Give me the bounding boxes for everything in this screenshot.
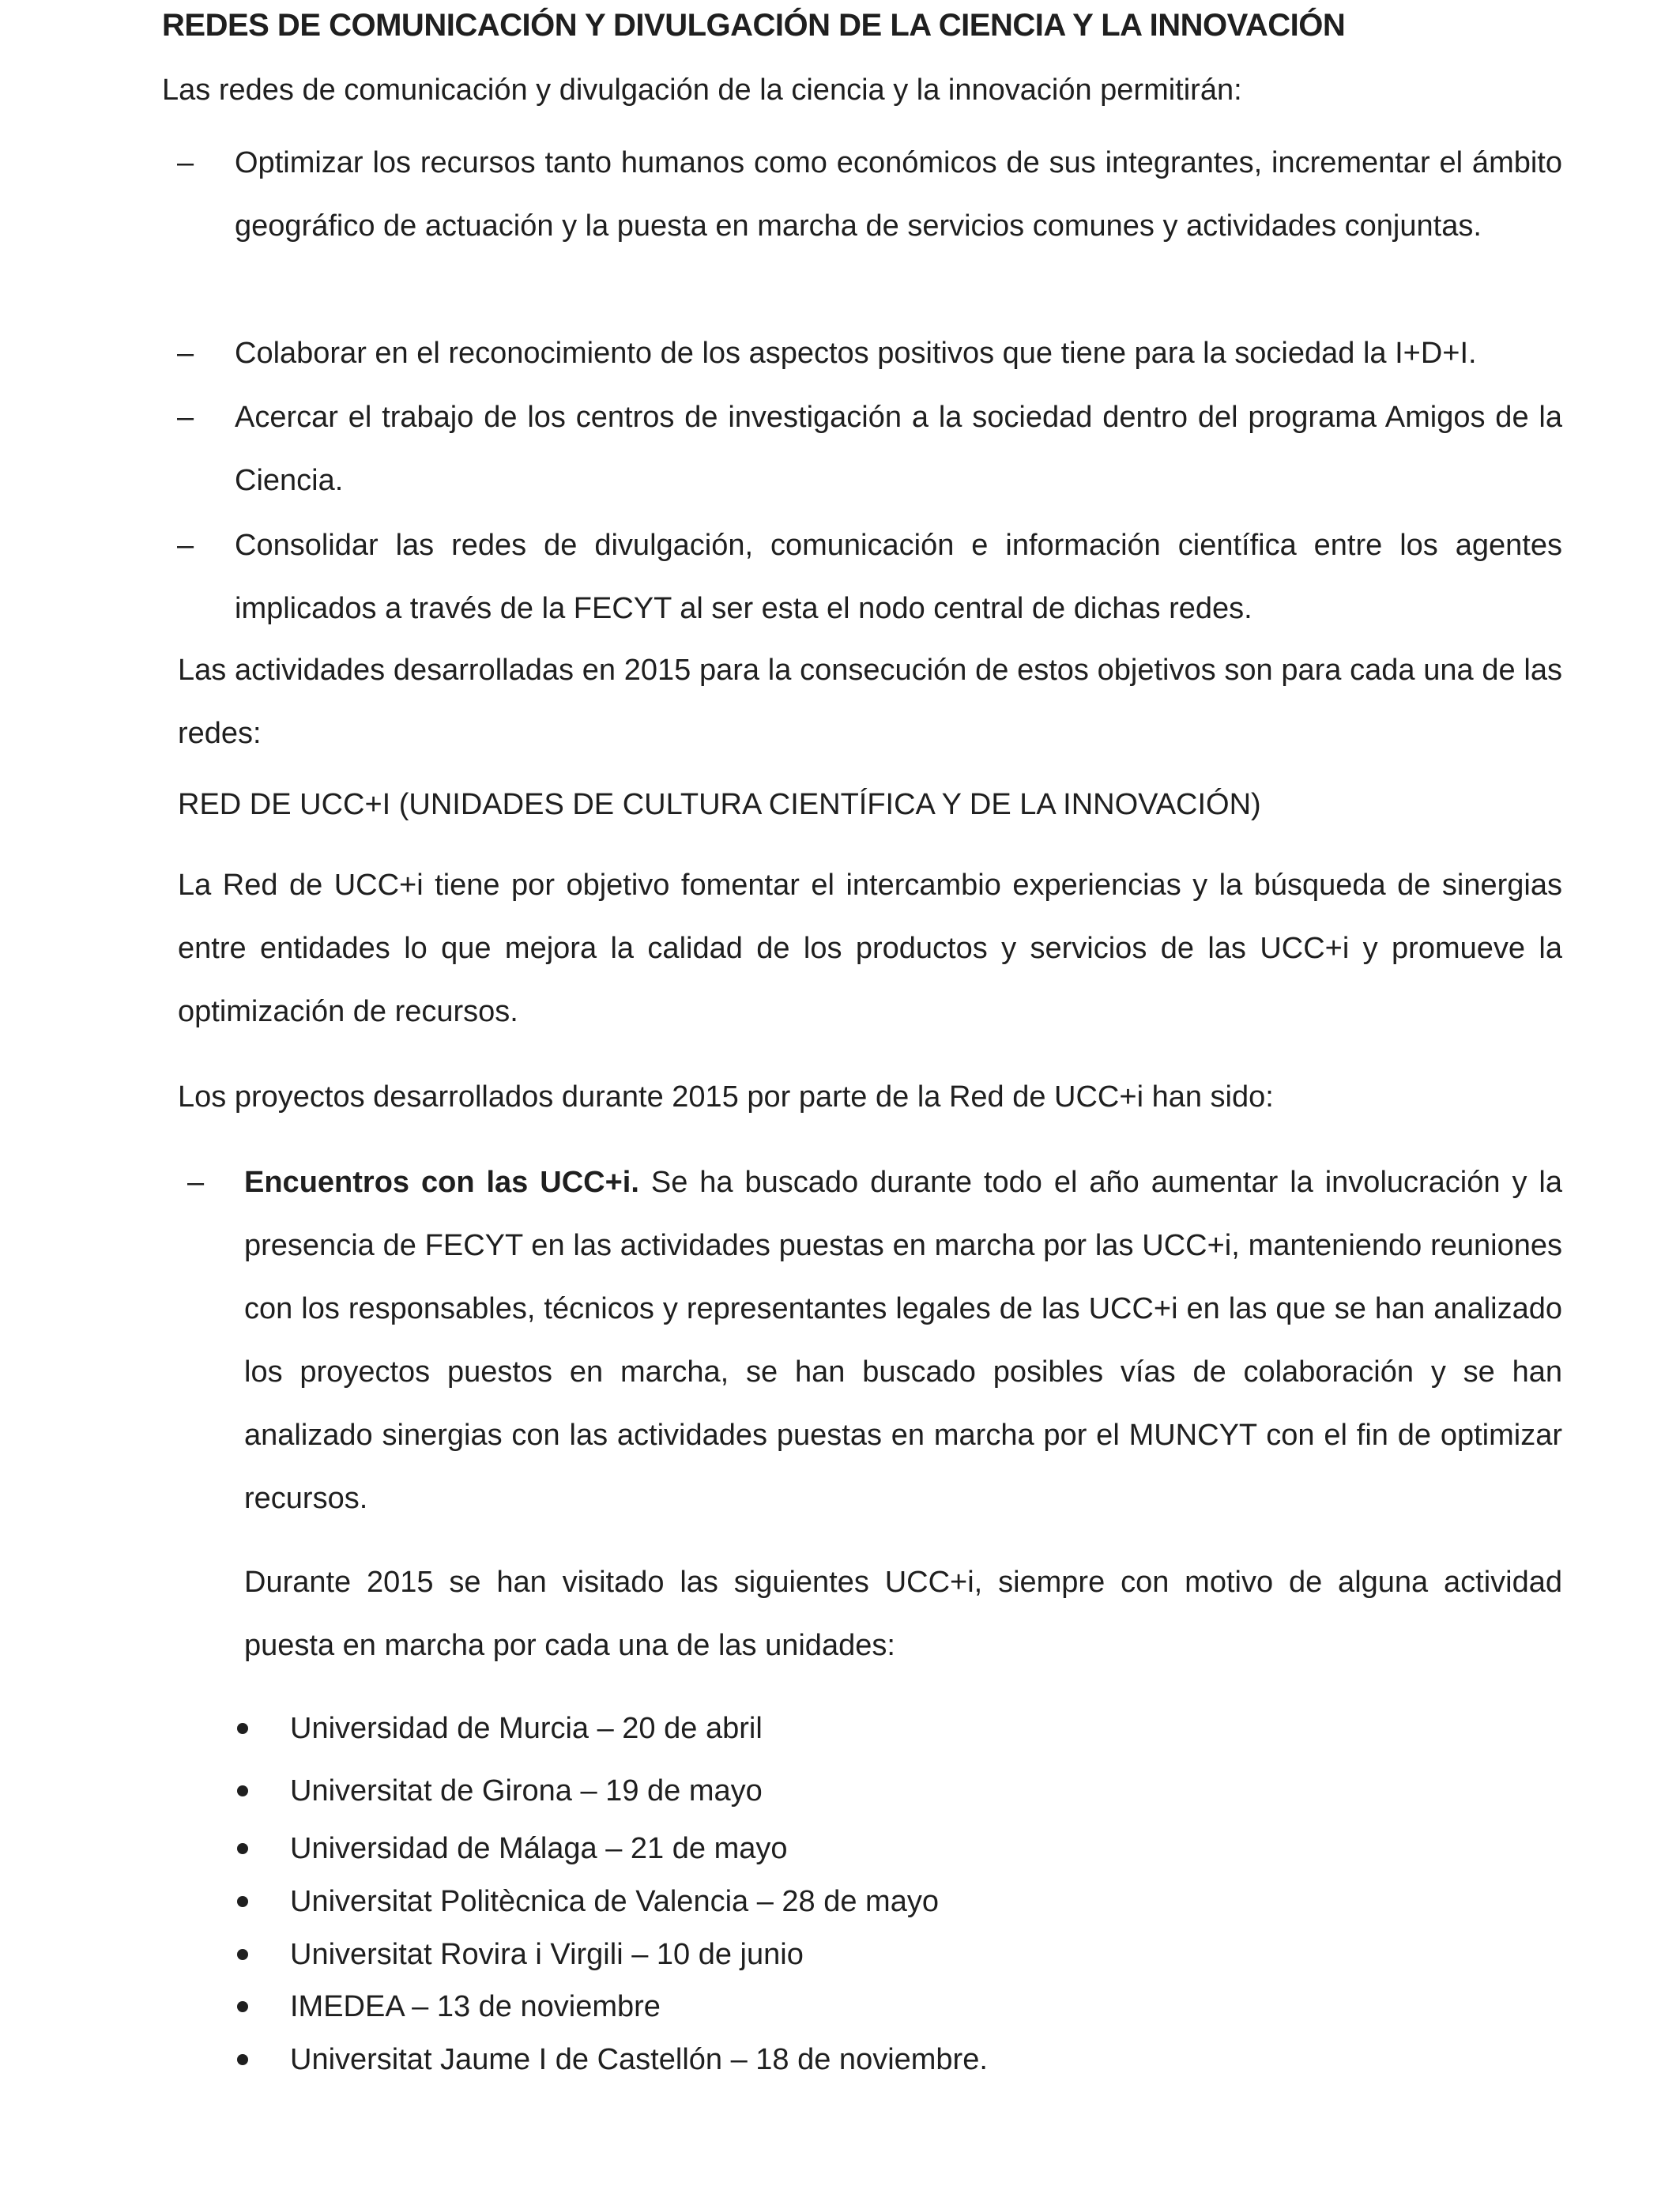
bullet-icon (237, 2001, 248, 2012)
visits-intro: Durante 2015 se han visitado las siguientes UCC+i, siempre con motivo de alguna actividad puesta en marcha por cada una de las unidades: (244, 1566, 1562, 1662)
objective-dash: – (177, 146, 194, 179)
bullet-icon (237, 2054, 248, 2065)
objective-dash: – (177, 401, 194, 434)
objective-item: Colaborar en el reconocimiento de los aspectos positivos que tiene para la sociedad la I+D+I. (235, 337, 1477, 370)
visit-item: IMEDEA – 13 de noviembre (290, 1990, 661, 2023)
visit-item: Universitat Jaume I de Castellón – 18 de noviembre. (290, 2043, 988, 2076)
objective-item: Acercar el trabajo de los centros de investigación a la sociedad dentro del programa Amigos de la Ciencia. (235, 401, 1562, 497)
bullet-icon (237, 1723, 248, 1734)
bullet-icon (237, 1843, 248, 1854)
project-item (244, 1151, 1562, 1530)
objective-dash: – (177, 337, 194, 370)
section-paragraph: La Red de UCC+i tiene por objetivo fomentar el intercambio experiencias y la búsqueda de sinergias entre entidades lo que mejora la calidad de los productos y servicios de las UCC+i y promueve la optimización de recursos. (178, 869, 1562, 1028)
objective-item: Optimizar los recursos tanto humanos como económicos de sus integrantes, incrementar el ámbito geográfico de actuación y la puesta en marcha de servicios comunes y actividades conjuntas. (235, 146, 1562, 243)
visit-item: Universidad de Murcia – 20 de abril (290, 1712, 763, 1745)
visit-item: Universitat Rovira i Virgili – 10 de junio (290, 1938, 804, 1971)
bullet-icon (237, 1949, 248, 1960)
objective-item: Consolidar las redes de divulgación, comunicación e información científica entre los agentes implicados a través de la FECYT al ser esta el nodo central de dichas redes. (235, 529, 1562, 625)
projects-intro: Los proyectos desarrollados durante 2015 por parte de la Red de UCC+i han sido: (178, 1080, 1274, 1114)
project-description: Se ha buscado durante todo el año aumentar la involucración y la presencia de FECYT en las actividades puestas en marcha por las UCC+i, manteniendo reuniones con los responsables, técnicos y representantes legales de las UCC+i en las que se han analizado los proyectos puestos en marcha, se han buscado posibles vías de colaboración y se han analizado sinergias con las actividades puestas en marcha por el MUNCYT con el fin de optimizar recursos. (244, 1166, 1562, 1515)
activities-intro: Las actividades desarrolladas en 2015 para la consecución de estos objetivos son para cada una de las redes: (178, 654, 1562, 750)
visit-item: Universidad de Málaga – 21 de mayo (290, 1832, 788, 1865)
visit-item: Universitat de Girona – 19 de mayo (290, 1774, 763, 1808)
objective-dash: – (177, 529, 194, 562)
visit-item: Universitat Politècnica de Valencia – 28 de mayo (290, 1885, 939, 1918)
project-dash: – (187, 1166, 205, 1199)
bullet-icon (237, 1785, 248, 1796)
section-heading: RED DE UCC+I (UNIDADES DE CULTURA CIENTÍFICA Y DE LA INNOVACIÓN) (178, 788, 1261, 821)
project-title: Encuentros con las UCC+i. (244, 1166, 639, 1199)
intro-paragraph: Las redes de comunicación y divulgación de la ciencia y la innovación permitirán: (162, 74, 1242, 107)
page-title: REDES DE COMUNICACIÓN Y DIVULGACIÓN DE LA CIENCIA Y LA INNOVACIÓN (162, 8, 1346, 43)
bullet-icon (237, 1896, 248, 1907)
